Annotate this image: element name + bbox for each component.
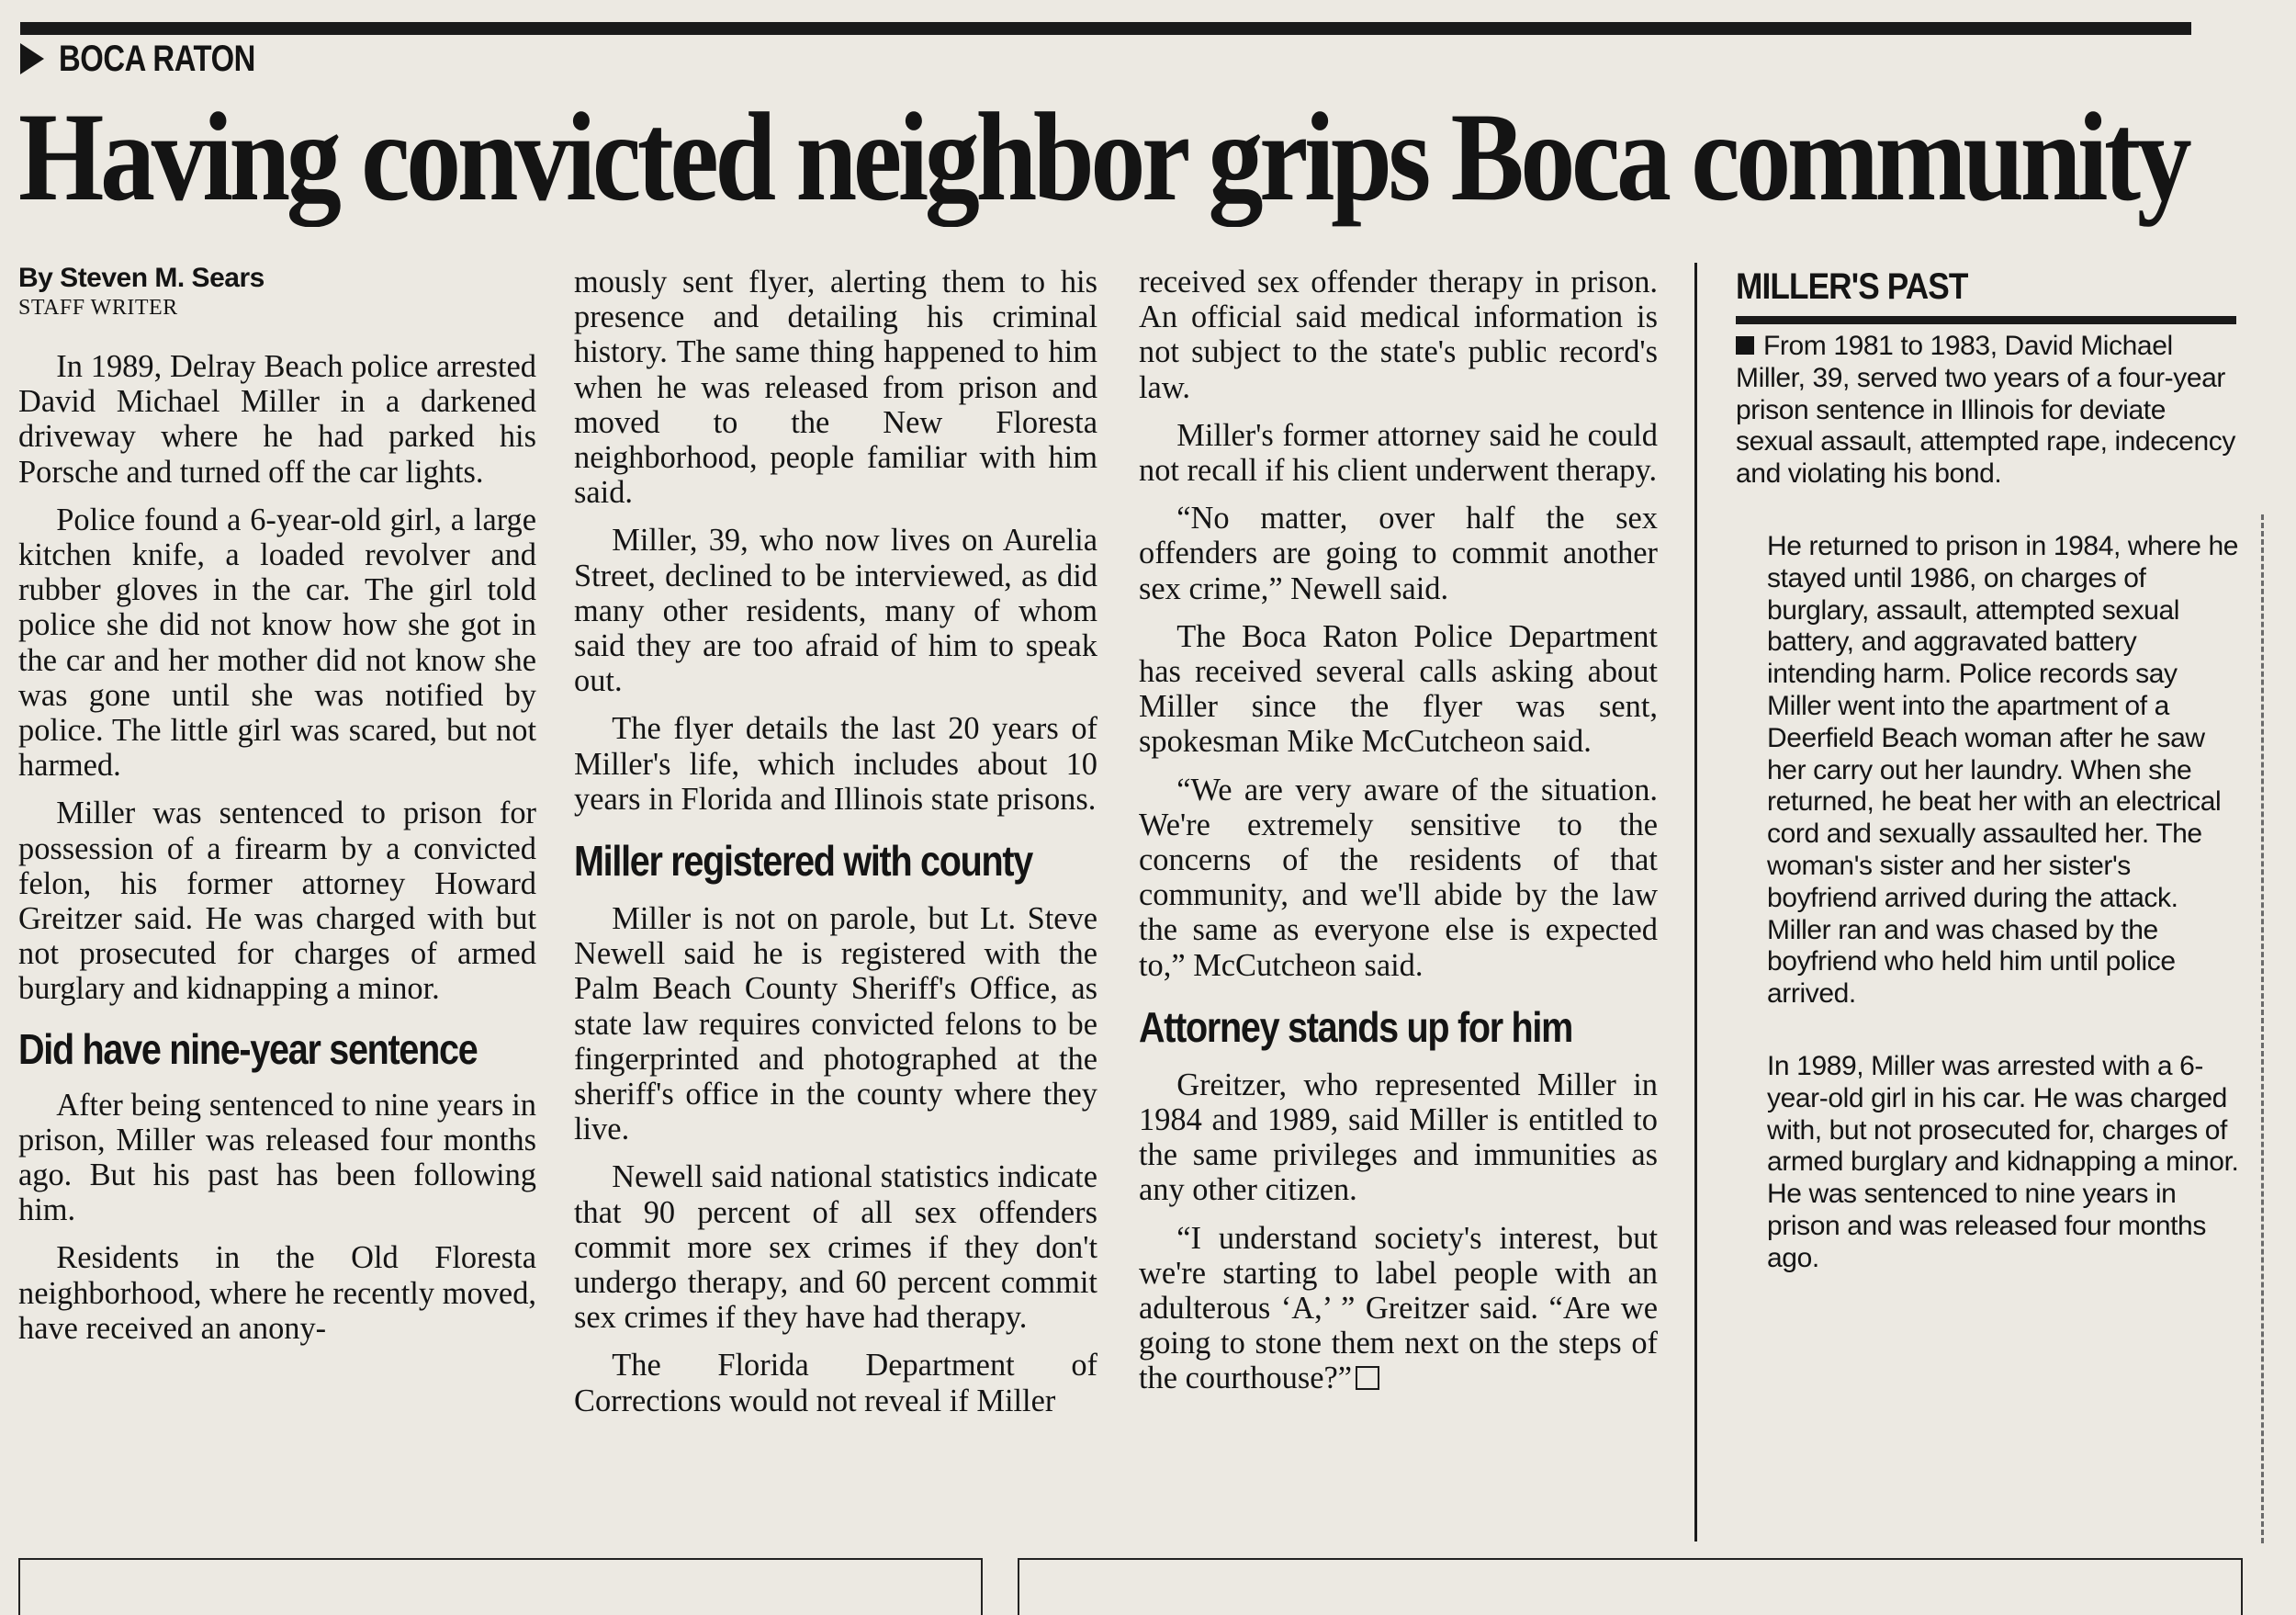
byline: By Steven M. Sears (18, 263, 264, 293)
paragraph-text: “I understand society's interest, but we're starting to label people with an adulterous ‘A,’ ” Greitzer said. “Are we going to stone them next on the steps of the courthouse?” (1139, 1220, 1658, 1396)
paragraph: The Florida Department of Corrections would not reveal if Miller (574, 1348, 1097, 1418)
paragraph: received sex offender therapy in prison. An official said medical information is not subject to the state's public record's law. (1139, 265, 1658, 405)
subheading: Miller registered with county (574, 837, 1032, 886)
paragraph: “We are very aware of the situation. We're extremely sensitive to the concerns of the residents of that community, and we'll abide by the law the same as everyone else is expected to,” McCutcheon said. (1139, 772, 1658, 983)
paragraph: The Boca Raton Police Department has received several calls asking about Miller since the flyer was sent, spokesman Mike McCutcheon said. (1139, 618, 1658, 760)
paragraph: mously sent flyer, alerting them to his presence and detailing his criminal history. The same thing happened to him when he was released from prison and moved to the New Floresta neighborhood, people familiar with him said. (574, 265, 1097, 511)
paragraph: Greitzer, who represented Miller in 1984 and 1989, said Miller is entitled to the same privileges and immunities as any other citizen. (1139, 1067, 1658, 1208)
paragraph: In 1989, Delray Beach police arrested David Michael Miller in a darkened driveway where he had parked his Porsche and turned off the car lights. (18, 349, 536, 490)
paragraph: Miller's former attorney said he could not recall if his client underwent therapy. (1139, 417, 1658, 489)
paragraph: Miller is not on parole, but Lt. Steve Newell said he is registered with the Palm Beach County Sheriff's Office, as state law requires convicted felons to be fingerprinted and photographed at the sheriff's office in the county where they live. (574, 901, 1097, 1147)
article-column-2 (574, 265, 1097, 1431)
paragraph (1139, 1221, 1658, 1396)
sidebar-rule (1736, 316, 2236, 324)
paragraph: Police found a 6-year-old girl, a large kitchen knife, a loaded revolver and rubber gloves in the car. The girl told police she did not know how she got in the car and her mother did not know she was gone until she was notified by police. The little girl was scared, but not harmed. (18, 502, 536, 784)
sidebar-paragraph (1736, 331, 2241, 491)
headline: Having convicted neighbor grips Boca community (18, 86, 2189, 227)
column-divider (1694, 263, 1697, 1542)
article-column-1 (18, 349, 536, 1359)
paragraph: Residents in the Old Floresta neighborhood, where he recently moved, have received an anony- (18, 1240, 536, 1346)
square-bullet-icon (1736, 336, 1754, 355)
bottom-box-right (1018, 1558, 2243, 1615)
page-edge-marks (2261, 514, 2264, 1543)
sidebar-body (1736, 331, 2241, 1316)
sidebar-title: MILLER'S PAST (1736, 266, 1968, 307)
paragraph: The flyer details the last 20 years of Miller's life, which includes about 10 years in Florida and Illinois state prisons. (574, 711, 1097, 817)
staff-writer-label: STAFF WRITER (18, 296, 178, 320)
paragraph: After being sentenced to nine years in prison, Miller was released four months ago. But his past has been following him. (18, 1087, 536, 1228)
paragraph: “No matter, over half the sex offenders are going to commit another sex crime,” Newell said. (1139, 501, 1658, 606)
sidebar-paragraph-text: From 1981 to 1983, David Michael Miller, 39, served two years of a four-year prison sentence in Illinois for deviate sexual assault, attempted rape, indecency and violating his bond. (1736, 331, 2235, 490)
subheading: Attorney stands up for him (1139, 1002, 1572, 1051)
paragraph: Miller, 39, who now lives on Aurelia Street, declined to be interviewed, as did many other residents, many of whom said they are too afraid of him to speak out. (574, 523, 1097, 699)
article-column-3 (1139, 265, 1658, 1409)
section-label (20, 33, 298, 85)
paragraph: Miller was sentenced to prison for possession of a firearm by a convicted felon, his former attorney Howard Greitzer said. He was charged with but not prosecuted for charges of armed burglary and kidnapping a minor. (18, 796, 536, 1007)
section-name: BOCA RATON (59, 38, 255, 79)
sidebar-paragraph: He returned to prison in 1984, where he stayed until 1986, on charges of burglary, assault, attempted sexual battery, and aggravated battery intending harm. Police records say Miller went into the apartment of a Deerfield Beach woman after he saw her carry out her laundry. When she returned, he beat her with an electrical cord and sexually assaulted her. The woman's sister and her sister's boyfriend arrived during the attack. Miller ran and was chased by the boyfriend who held him until police arrived. (1767, 530, 2239, 1010)
end-mark-icon (1356, 1366, 1379, 1390)
paragraph: Newell said national statistics indicate that 90 percent of all sex offenders commit more sex crimes if they don't undergo therapy, and 60 percent commit sex crimes if they have had therapy. (574, 1159, 1097, 1336)
top-rule (20, 22, 2191, 35)
sidebar-paragraph: In 1989, Miller was arrested with a 6-year-old girl in his car. He was charged with, but not prosecuted for, charges of armed burglary and kidnapping a minor. He was sentenced to nine years in prison and was released four months ago. (1767, 1050, 2239, 1273)
bottom-box-left (18, 1558, 983, 1615)
play-triangle-icon (20, 43, 44, 74)
subheading: Did have nine-year sentence (18, 1024, 478, 1073)
